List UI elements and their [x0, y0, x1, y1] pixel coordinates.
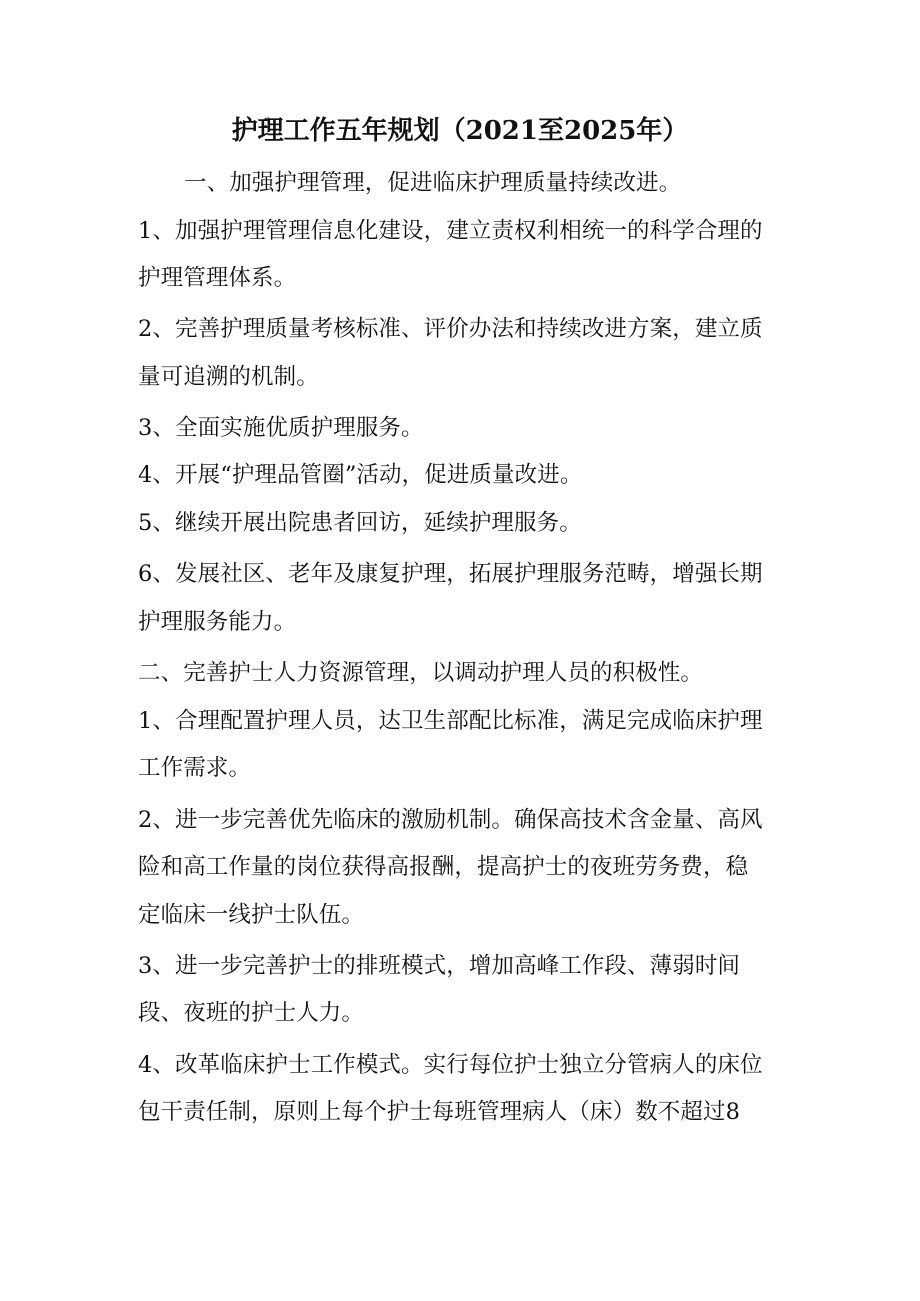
paragraph-line: 2、进一步完善优先临床的激励机制。确保高技术含金量、高风	[138, 807, 763, 833]
paragraph-line: 6、发展社区、老年及康复护理，拓展护理服务范畴，增强长期	[138, 561, 763, 587]
paragraph-line: 段、夜班的护士人力。	[138, 1000, 365, 1026]
paragraph-line: 1、加强护理管理信息化建设，建立责权利相统一的科学合理的	[138, 218, 763, 244]
document-title: 护理工作五年规划（2021至2025年）	[231, 116, 689, 146]
paragraph-line: 4、改革临床护士工作模式。实行每位护士独立分管病人的床位	[138, 1052, 763, 1078]
paragraph-line: 2、完善护理质量考核标准、评价办法和持续改进方案，建立质	[138, 316, 763, 342]
paragraph-line: 1、合理配置护理人员，达卫生部配比标准，满足完成临床护理	[138, 708, 763, 734]
paragraph-line: 护理管理体系。	[138, 265, 297, 291]
section-heading-1: 一、加强护理管理，促进临床护理质量持续改进。	[184, 170, 682, 196]
paragraph-line: 量可追溯的机制。	[138, 364, 319, 390]
paragraph-line: 护理服务能力。	[138, 609, 297, 635]
paragraph-line: 工作需求。	[138, 755, 252, 781]
paragraph-line: 3、进一步完善护士的排班模式，增加高峰工作段、薄弱时间	[138, 953, 741, 979]
paragraph-line: 3、全面实施优质护理服务。	[138, 415, 424, 441]
paragraph-line: 包干责任制，原则上每个护士每班管理病人（床）数不超过8	[138, 1099, 741, 1125]
paragraph-line: 定临床一线护士队伍。	[138, 902, 365, 928]
section-heading-2: 二、完善护士人力资源管理，以调动护理人员的积极性。	[138, 660, 704, 686]
paragraph-line: 险和高工作量的岗位获得高报酬，提高护士的夜班劳务费，稳	[138, 854, 749, 880]
paragraph-line: 5、继续开展出院患者回访，延续护理服务。	[138, 510, 582, 536]
paragraph-line: 4、开展“护理品管圈”活动，促进质量改进。	[138, 462, 583, 488]
